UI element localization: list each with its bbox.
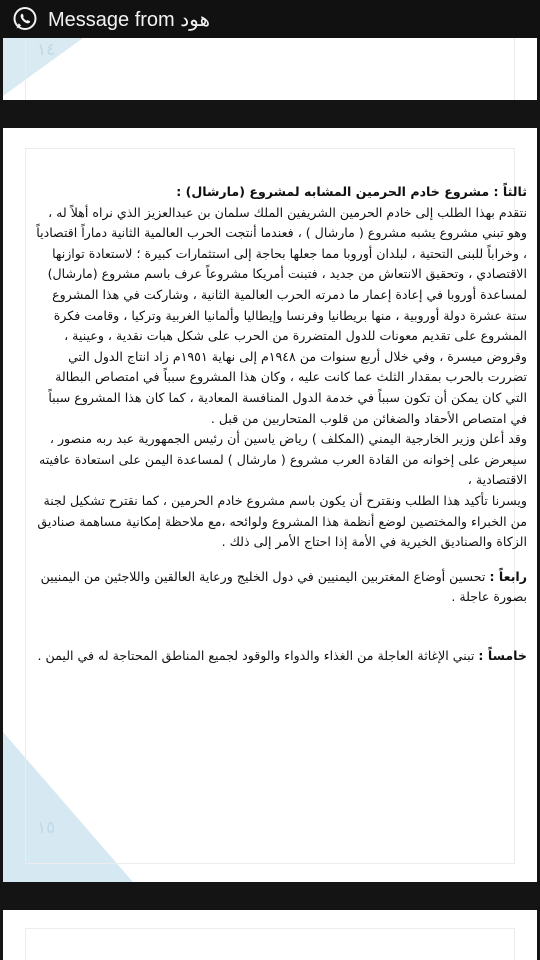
paragraph: ويسرنا تأكيد هذا الطلب ونقترح أن يكون باسم مشروع خادم الحرمين ، كما نقترح تشكيل لجنة من الخبراء والمختصين لوضع أنظمة هذا المشروع ولوائحه ،مع ملاحظة إمكانية مساهمة صناديق الزكاة والصناديق الخيرية في الأمة إذا احتاج الأمر إلى ذلك . — [37, 492, 527, 550]
notification-bar[interactable] — [0, 0, 540, 38]
document-body — [33, 182, 527, 666]
section-text: تبني الإغاثة العاجلة من الغذاء والدواء والوقود لجميع المناطق المحتاجة له في اليمن . — [37, 647, 475, 663]
page-border — [25, 928, 515, 960]
paragraph: وقد أعلن وزير الخارجية اليمني (المكلف ) رياض ياسين أن رئيس الجمهورية عبد ربه منصور ، سيعرض على إخوانه من القادة العرب مشروع ( مارشال ) لمساعدة اليمن على استعادة عافيته الاقتصادية ، — [38, 431, 527, 488]
notification-title: Message from هود — [48, 8, 211, 31]
page-number: ١٤ — [37, 40, 56, 60]
page-corner-decoration — [3, 732, 133, 882]
section-label: خامساً : — [478, 647, 527, 663]
section-text: تحسين أوضاع المغتربين اليمنيين في دول الخليج ورعاية العالقين واللاجئين من اليمنيين بصورة عاجلة . — [40, 568, 527, 605]
document-page-16 — [3, 910, 537, 960]
section-item — [33, 567, 527, 608]
document-page-14 — [3, 38, 537, 100]
page-number: ١٥ — [37, 818, 56, 838]
section-label: رابعاً : — [489, 568, 527, 584]
section-item — [33, 646, 527, 667]
document-page-15 — [3, 128, 537, 882]
paragraph: نتقدم بهذا الطلب إلى خادم الحرمين الشريفين الملك سلمان بن عبدالعزيز الذي نراه أهلاً له ، وهو تبني مشروع يشبه مشروع ( مارشال ) ، فعندما أنتجت الحرب العالمية الثانية دماراً اقتصادياً ، وخراباً للبنى التحتية ، لبلدان أوروبا مما جعلها بحاجة إلى استثمارات كبيرة ؛ لاستعادة توازنها الاقتصادي ، وتحقيق الانتعاش من جديد ، فتبنت أمريكا مشروعاً عرف باسم مشروع (مارشال) لمساعدة أوروبا في إعادة إعمار ما دمرته الحرب العالمية الثانية ، وشاركت في هذا المشروع ستة عشرة دولة أوروبية ، منها بريطانيا وفرنسا وإيطاليا وألمانيا الغربية وتركيا ، وقامت فكرة المشروع على تقديم معونات للدول المتضررة من الحرب على شكل هبات نقدية ، وعينية ، وقروض ميسرة ، وفي خلال أربع سنوات من ١٩٤٨م إلى نهاية ١٩٥١م زاد انتاج الدول التي تضررت بالحرب بمقدار الثلث عما كانت عليه ، وكان هذا المشروع سبباً في امتصاص البطالة التي كان يمكن أن تكون سبباً في خدمة الدول المنافسة المعادية ، كما كان هذا المشروع سبباً في امتصاص الأحقاد والضغائن من قلوب المتحاربين من قبل . — [36, 204, 527, 426]
whatsapp-icon — [12, 6, 38, 32]
page-border — [25, 38, 515, 100]
section-heading: ثالثاً : مشروع خادم الحرمين المشابه لمشروع (مارشال) : — [176, 184, 527, 199]
